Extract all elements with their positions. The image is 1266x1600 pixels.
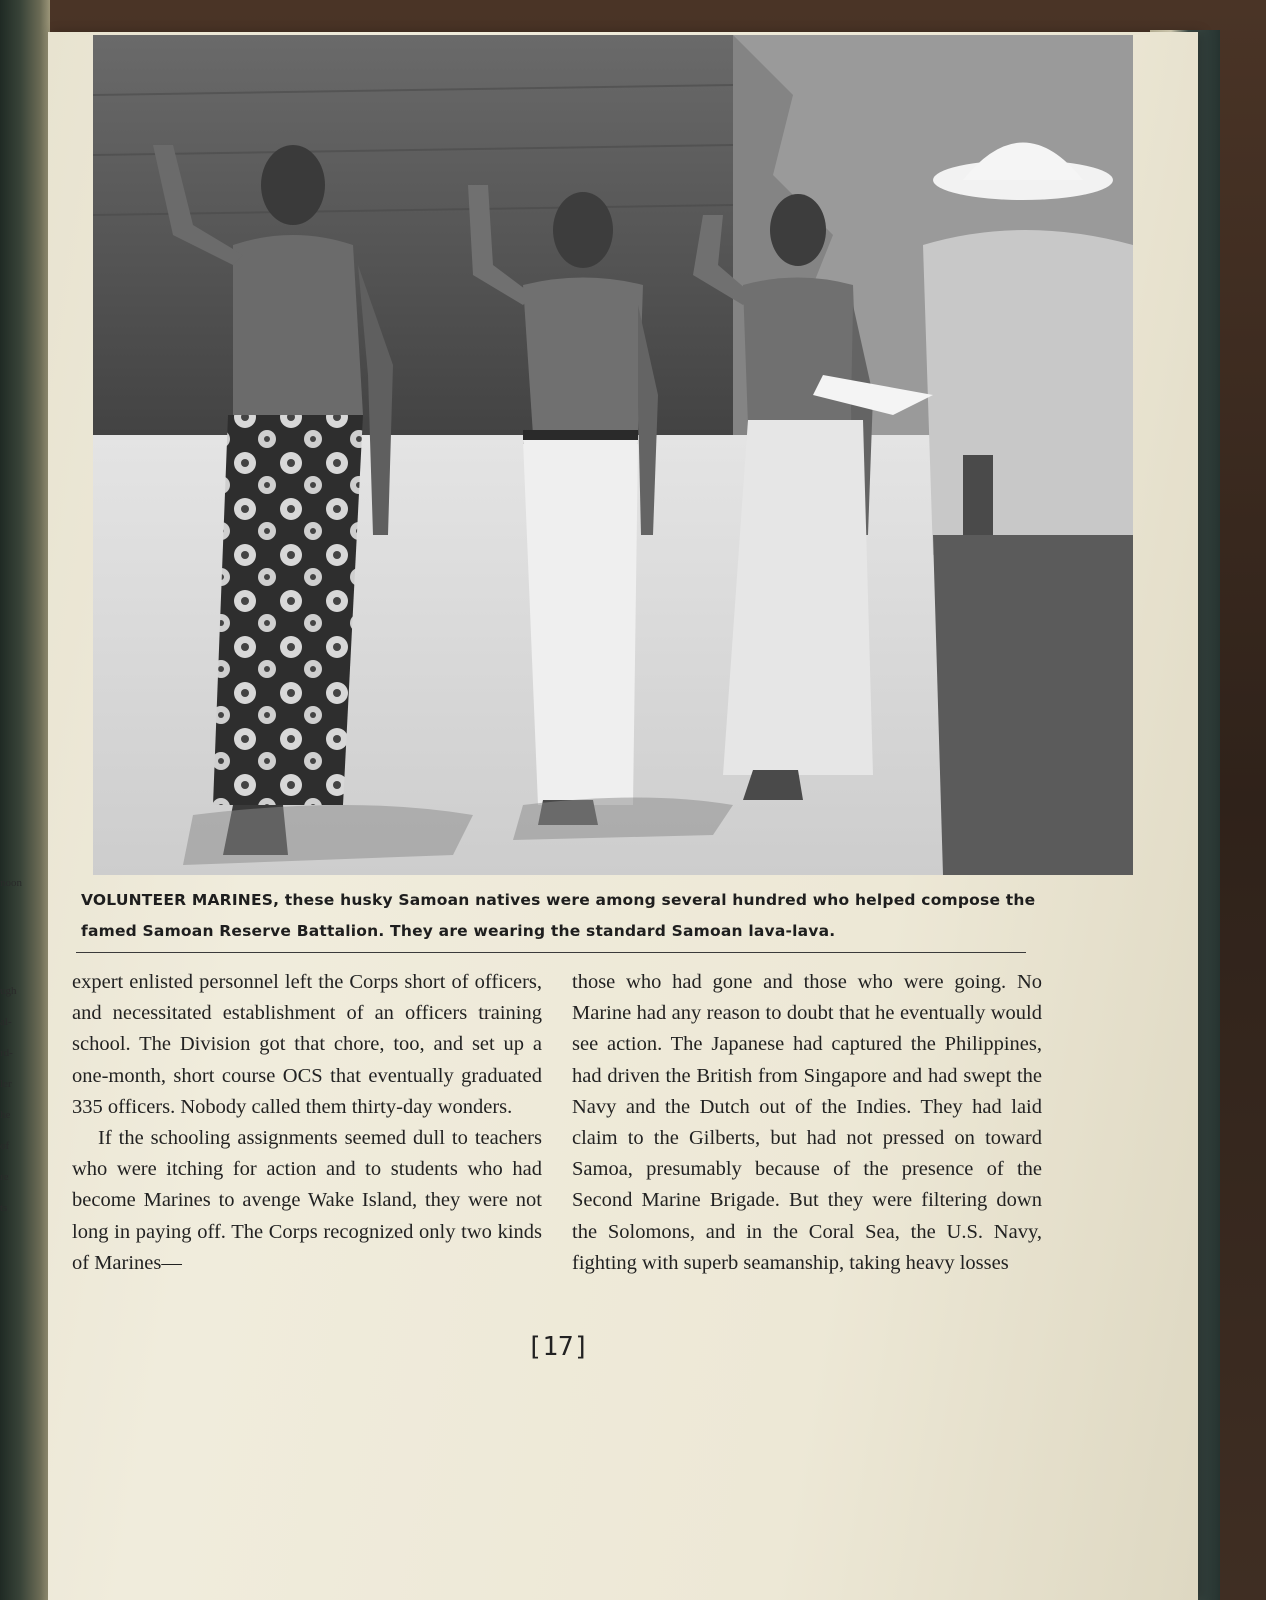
page-edge-fragment: re xyxy=(0,1171,9,1183)
book-page xyxy=(48,32,1198,1600)
photo-icon xyxy=(93,35,1133,875)
page-edge-fragment: ugh xyxy=(0,985,17,997)
page-edge-fragment: al- xyxy=(0,1016,12,1028)
caption-lead: VOLUNTEER MARINES, xyxy=(81,891,280,909)
paragraph: those who had gone and those who were going. No Marine had any reason to doubt that he eventually would see action. The Japanese had captured the Philippines, had driven the British from Singapore and had swept the Navy and the Dutch out of the Indies. They had laid claim to the Gilberts, but had not pressed on toward Samoa, presumably because of the presence of the Second Marine Brigade. But they were filtering down the Solomons, and in the Coral Sea, the U.S. Navy, fighting with superb seamanship, taking heavy losses xyxy=(572,971,1042,1274)
page-edge-fragment: ts xyxy=(0,1202,8,1214)
caption-divider xyxy=(76,952,1026,953)
previous-page-edge xyxy=(0,0,50,1600)
photograph xyxy=(93,35,1133,875)
page-edge-fragment: rd- xyxy=(0,1047,13,1059)
body-column-left xyxy=(72,967,542,1279)
caption-text: these husky Samoan natives were among several hundred who helped compose the famed Samoan Reserve Battalion. They are wearing the standard Samoan lava-lava. xyxy=(81,891,1036,940)
page-edge-fragment: he xyxy=(0,1109,11,1121)
paragraph: If the schooling assignments seemed dull to teachers who were itching for action and to students who had become Marines to avenge Wake Island, they were not long in paying off. The Corps recognized only two kinds of Marines— xyxy=(72,1127,542,1274)
page-edge-fragment: of xyxy=(0,1140,10,1152)
photo-caption xyxy=(81,885,1041,947)
paragraph: expert enlisted personnel left the Corps short of officers, and necessitated establishment of an officers training school. The Division got that chore, too, and set up a one-month, short course OCS that eventually graduated 335 officers. Nobody called them thirty-day wonders. xyxy=(72,971,542,1118)
body-column-right xyxy=(572,967,1042,1279)
page-edge-fragment: noon xyxy=(0,877,22,889)
page-edge-fragment: ler xyxy=(0,1078,12,1090)
page-number: [17] xyxy=(526,1332,590,1362)
